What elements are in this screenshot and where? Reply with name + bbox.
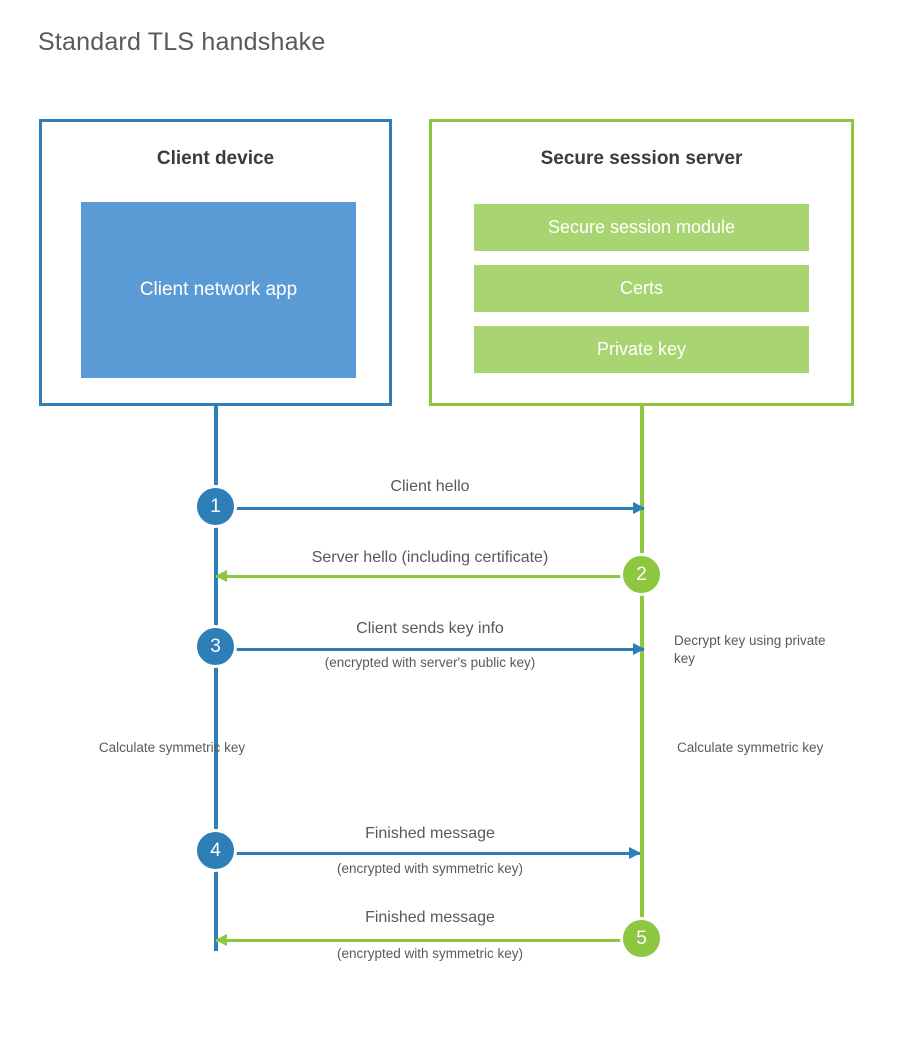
arrow-shaft xyxy=(216,939,640,942)
arrow-shaft xyxy=(216,852,640,855)
server-component-private-key: Private key xyxy=(474,326,809,373)
secure-session-server-title: Secure session server xyxy=(540,148,743,169)
message-label-step-4: Finished message xyxy=(365,825,495,842)
message-label-step-1: Client hello xyxy=(390,478,470,495)
arrow-step-5 xyxy=(216,939,640,942)
message-label-step-5: Finished message xyxy=(365,909,495,926)
arrow-shaft xyxy=(216,575,644,578)
arrow-shaft xyxy=(216,648,644,651)
step-marker-1: 1 xyxy=(194,485,237,528)
client-device-title: Client device xyxy=(156,148,275,169)
client-device-box xyxy=(39,119,392,406)
arrow-head-icon xyxy=(629,847,641,859)
message-sublabel-step-3: (encrypted with server's public key) xyxy=(324,655,536,670)
note-client-calculate-symmetric-key: Calculate symmetric key xyxy=(98,740,246,755)
message-label-step-2: Server hello (including certificate) xyxy=(311,549,549,566)
message-sublabel-step-5: (encrypted with symmetric key) xyxy=(336,946,524,961)
step-marker-3: 3 xyxy=(194,625,237,668)
server-component-certs: Certs xyxy=(474,265,809,312)
note-decrypt-key: Decrypt key using private key xyxy=(674,633,826,667)
arrow-head-icon xyxy=(215,934,227,946)
arrow-step-3 xyxy=(216,648,644,651)
server-component-secure-session-module: Secure session module xyxy=(474,204,809,251)
arrow-head-icon xyxy=(215,570,227,582)
server-lifeline xyxy=(640,406,644,943)
arrow-step-1 xyxy=(216,507,644,510)
client-network-app-block: Client network app xyxy=(81,202,356,378)
note-server-calculate-symmetric-key: Calculate symmetric key xyxy=(677,740,824,755)
secure-session-server-box xyxy=(429,119,854,406)
step-marker-5: 5 xyxy=(620,917,663,960)
message-sublabel-step-4: (encrypted with symmetric key) xyxy=(336,861,524,876)
message-label-step-3: Client sends key info xyxy=(356,620,504,637)
arrow-step-2 xyxy=(216,575,644,578)
step-marker-2: 2 xyxy=(620,553,663,596)
arrow-shaft xyxy=(216,507,644,510)
arrow-step-4 xyxy=(216,852,640,855)
page-title: Standard TLS handshake xyxy=(38,28,326,56)
step-marker-4: 4 xyxy=(194,829,237,872)
arrow-head-icon xyxy=(633,643,645,655)
arrow-head-icon xyxy=(633,502,645,514)
